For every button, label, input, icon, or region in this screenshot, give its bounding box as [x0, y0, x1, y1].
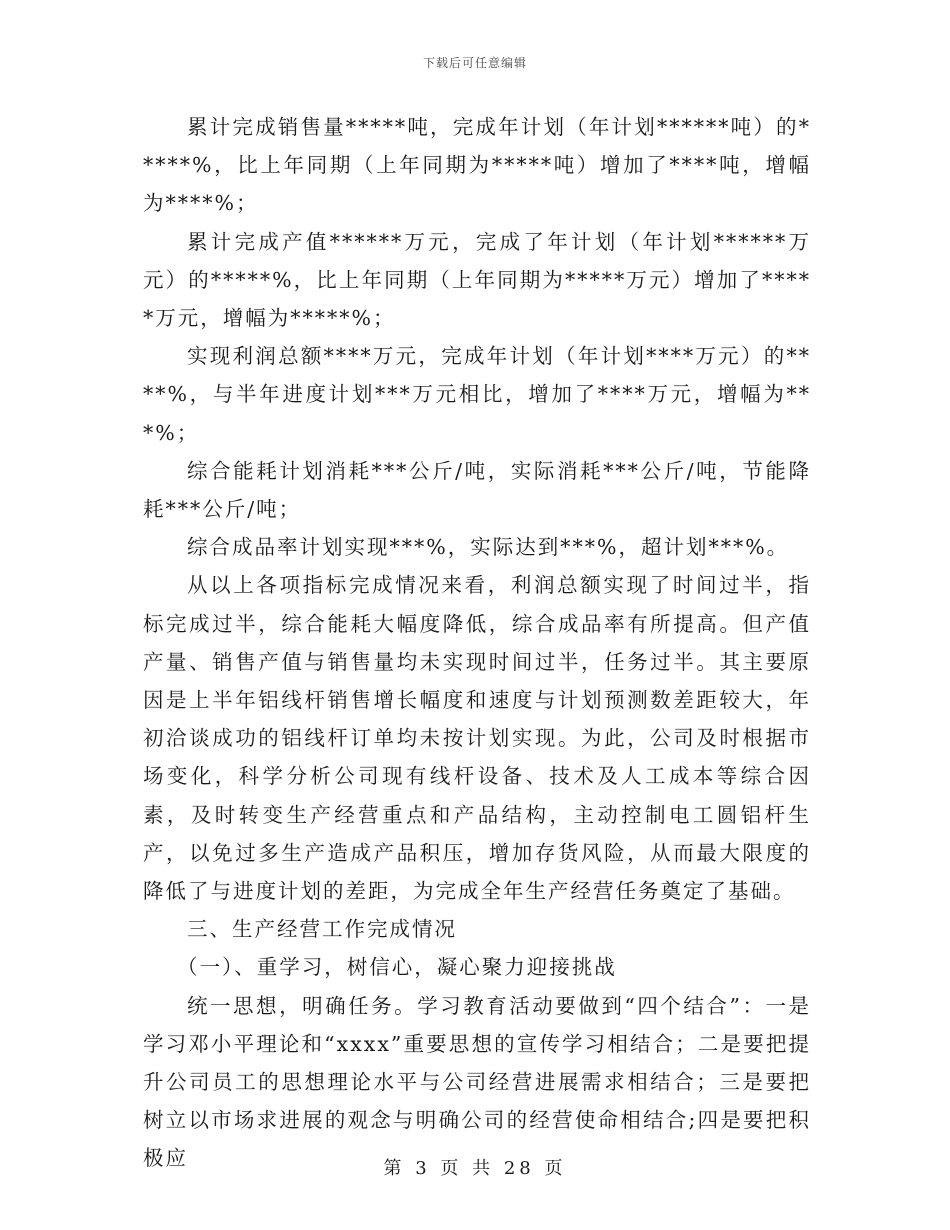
paragraph-sales-volume: 累计完成销售量*****吨，完成年计划（年计划******吨）的*****%，比上年同期（上年同期为*****吨）增加了****吨，增幅为****%； [143, 115, 811, 216]
paragraph-output-value: 累计完成产值******万元，完成了年计划（年计划******万元）的*****%，比上年同期（上年同期为*****万元）增加了*****万元，增幅为*****%； [143, 229, 811, 331]
paragraph-analysis: 从以上各项指标完成情况来看，利润总额实现了时间过半，指标完成过半，综合能耗大幅度降低，综合成品率有所提高。但产值产量、销售产值与销售量均未实现时间过半，任务过半。其主要原因是上半年铝线杆销售增长幅度和速度与计划预测数差距较大，年初洽谈成功的铝线杆订单均未按计划实现。为此，公司及时根据市场变化，科学分析公司现有线杆设备、技术及人工成本等综合因素，及时转变生产经营重点和产品结构，主动控制电工圆铝杆生产，以免过多生产造成产品积压，增加存货风险，从而最大限度的降低了与进度计划的差距，为完成全年生产经营任务奠定了基础。 [143, 573, 811, 904]
paragraph-unify-thinking: 统一思想，明确任务。学习教育活动要做到“四个结合”：一是学习邓小平理论和“xxxx”重要思想的宣传学习相结合；二是要把提升公司员工的思想理论水平与公司经营进展需求相结合；三是要把树立以市场求进展的观念与明确公司的经营使命相结合;四是要把积极应 [143, 993, 811, 1171]
paragraph-yield-rate: 综合成品率计划实现***%，实际达到***%，超计划***%。 [187, 535, 790, 560]
subsection-heading: （一）、重学习，树信心，凝心聚力迎接挑战 [177, 955, 617, 980]
paragraph-profit: 实现利润总额****万元，完成年计划（年计划****万元）的****%，与半年进度计划***万元相比，增加了****万元，增幅为***%； [143, 344, 811, 445]
paragraph-energy-consumption: 综合能耗计划消耗***公斤/吨，实际消耗***公斤/吨，节能降耗***公斤/吨； [143, 458, 811, 522]
document-body [143, 108, 811, 1178]
page-number-footer: 第 3 页 共 28 页 [383, 1158, 567, 1179]
section-heading: 三、生产经营工作完成情况 [187, 917, 457, 942]
page-header: 下载后可任意编辑 [422, 56, 527, 70]
